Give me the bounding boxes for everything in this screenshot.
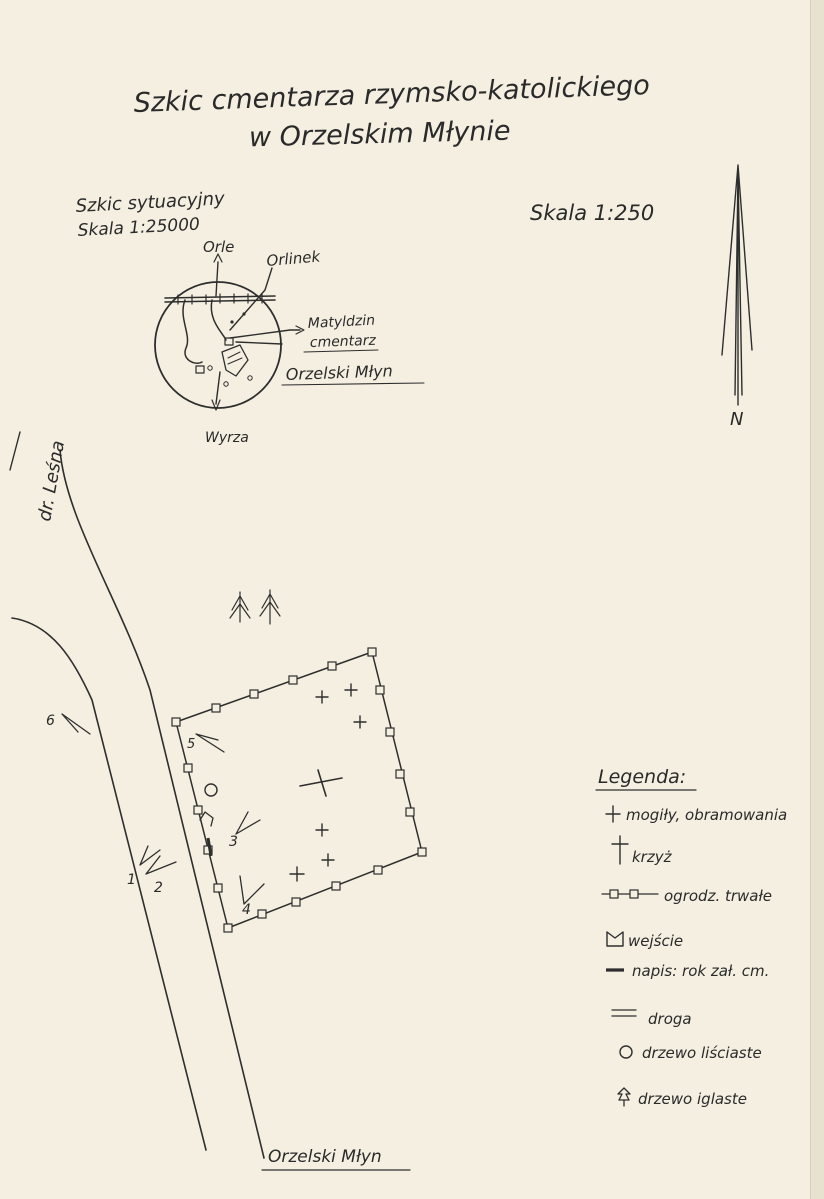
inset-map [155,254,304,410]
legend [596,766,787,1108]
inset-place-village: Orzelski Młyn [285,361,394,384]
entrance-icon [607,932,623,946]
map-scale: Skala 1:250 [530,201,655,225]
deciduous-tree-icon [620,1046,632,1058]
cemetery-fence [172,648,426,932]
inset-place-orlinek: Orlinek [265,247,321,270]
legend-label-fence: ogrodz. trwałe [664,887,773,905]
inset-scale: Skala 1:25000 [77,214,201,241]
north-label: N [730,409,744,430]
deciduous-tree [205,784,217,796]
road-icon [612,1010,636,1016]
central-cross-icon [300,770,342,796]
conifer-trees [230,590,280,624]
road-label: dr. Leśna [34,438,70,523]
graves [290,684,366,881]
map-title-line1: Szkic cmentarza rzymsko-katolickiego [133,70,651,120]
photo-point-1: 1 [127,872,136,888]
inset-title: Szkic sytuacyjny [75,188,226,217]
photo-point-3: 3 [229,834,238,850]
map-title-line2: w Orzelskim Młynie [248,115,511,154]
legend-title: Legenda: [598,766,687,788]
photo-point-4: 4 [242,902,251,918]
photo-point-2: 2 [154,880,163,896]
forest-road [10,432,264,1158]
inset-place-cmentarz: cmentarz [309,332,377,351]
legend-label-deciduous: drzewo liściaste [642,1044,762,1062]
inset-place-wyrza: Wyrza [205,430,249,446]
inset-place-matyldzin: Matyldzin [307,312,376,332]
legend-label-cross: krzyż [632,848,672,866]
fence-icon [602,890,658,898]
legend-label-entrance: wejście [628,932,684,950]
bottom-place-label: Orzelski Młyn [268,1147,382,1167]
grave-cross-icon [606,806,620,822]
conifer-tree-icon [618,1088,630,1106]
large-cross-icon [612,836,628,864]
north-arrow-icon [722,165,752,405]
inset-place-orle: Orle [203,238,235,256]
legend-label-inscription: napis: rok zał. cm. [632,962,770,980]
legend-label-graves: mogiły, obramowania [626,806,788,824]
photo-point-5: 5 [187,737,196,752]
legend-label-conifer: drzewo iglaste [638,1090,747,1108]
photo-point-6: 6 [46,713,55,729]
legend-label-road: droga [648,1010,692,1028]
